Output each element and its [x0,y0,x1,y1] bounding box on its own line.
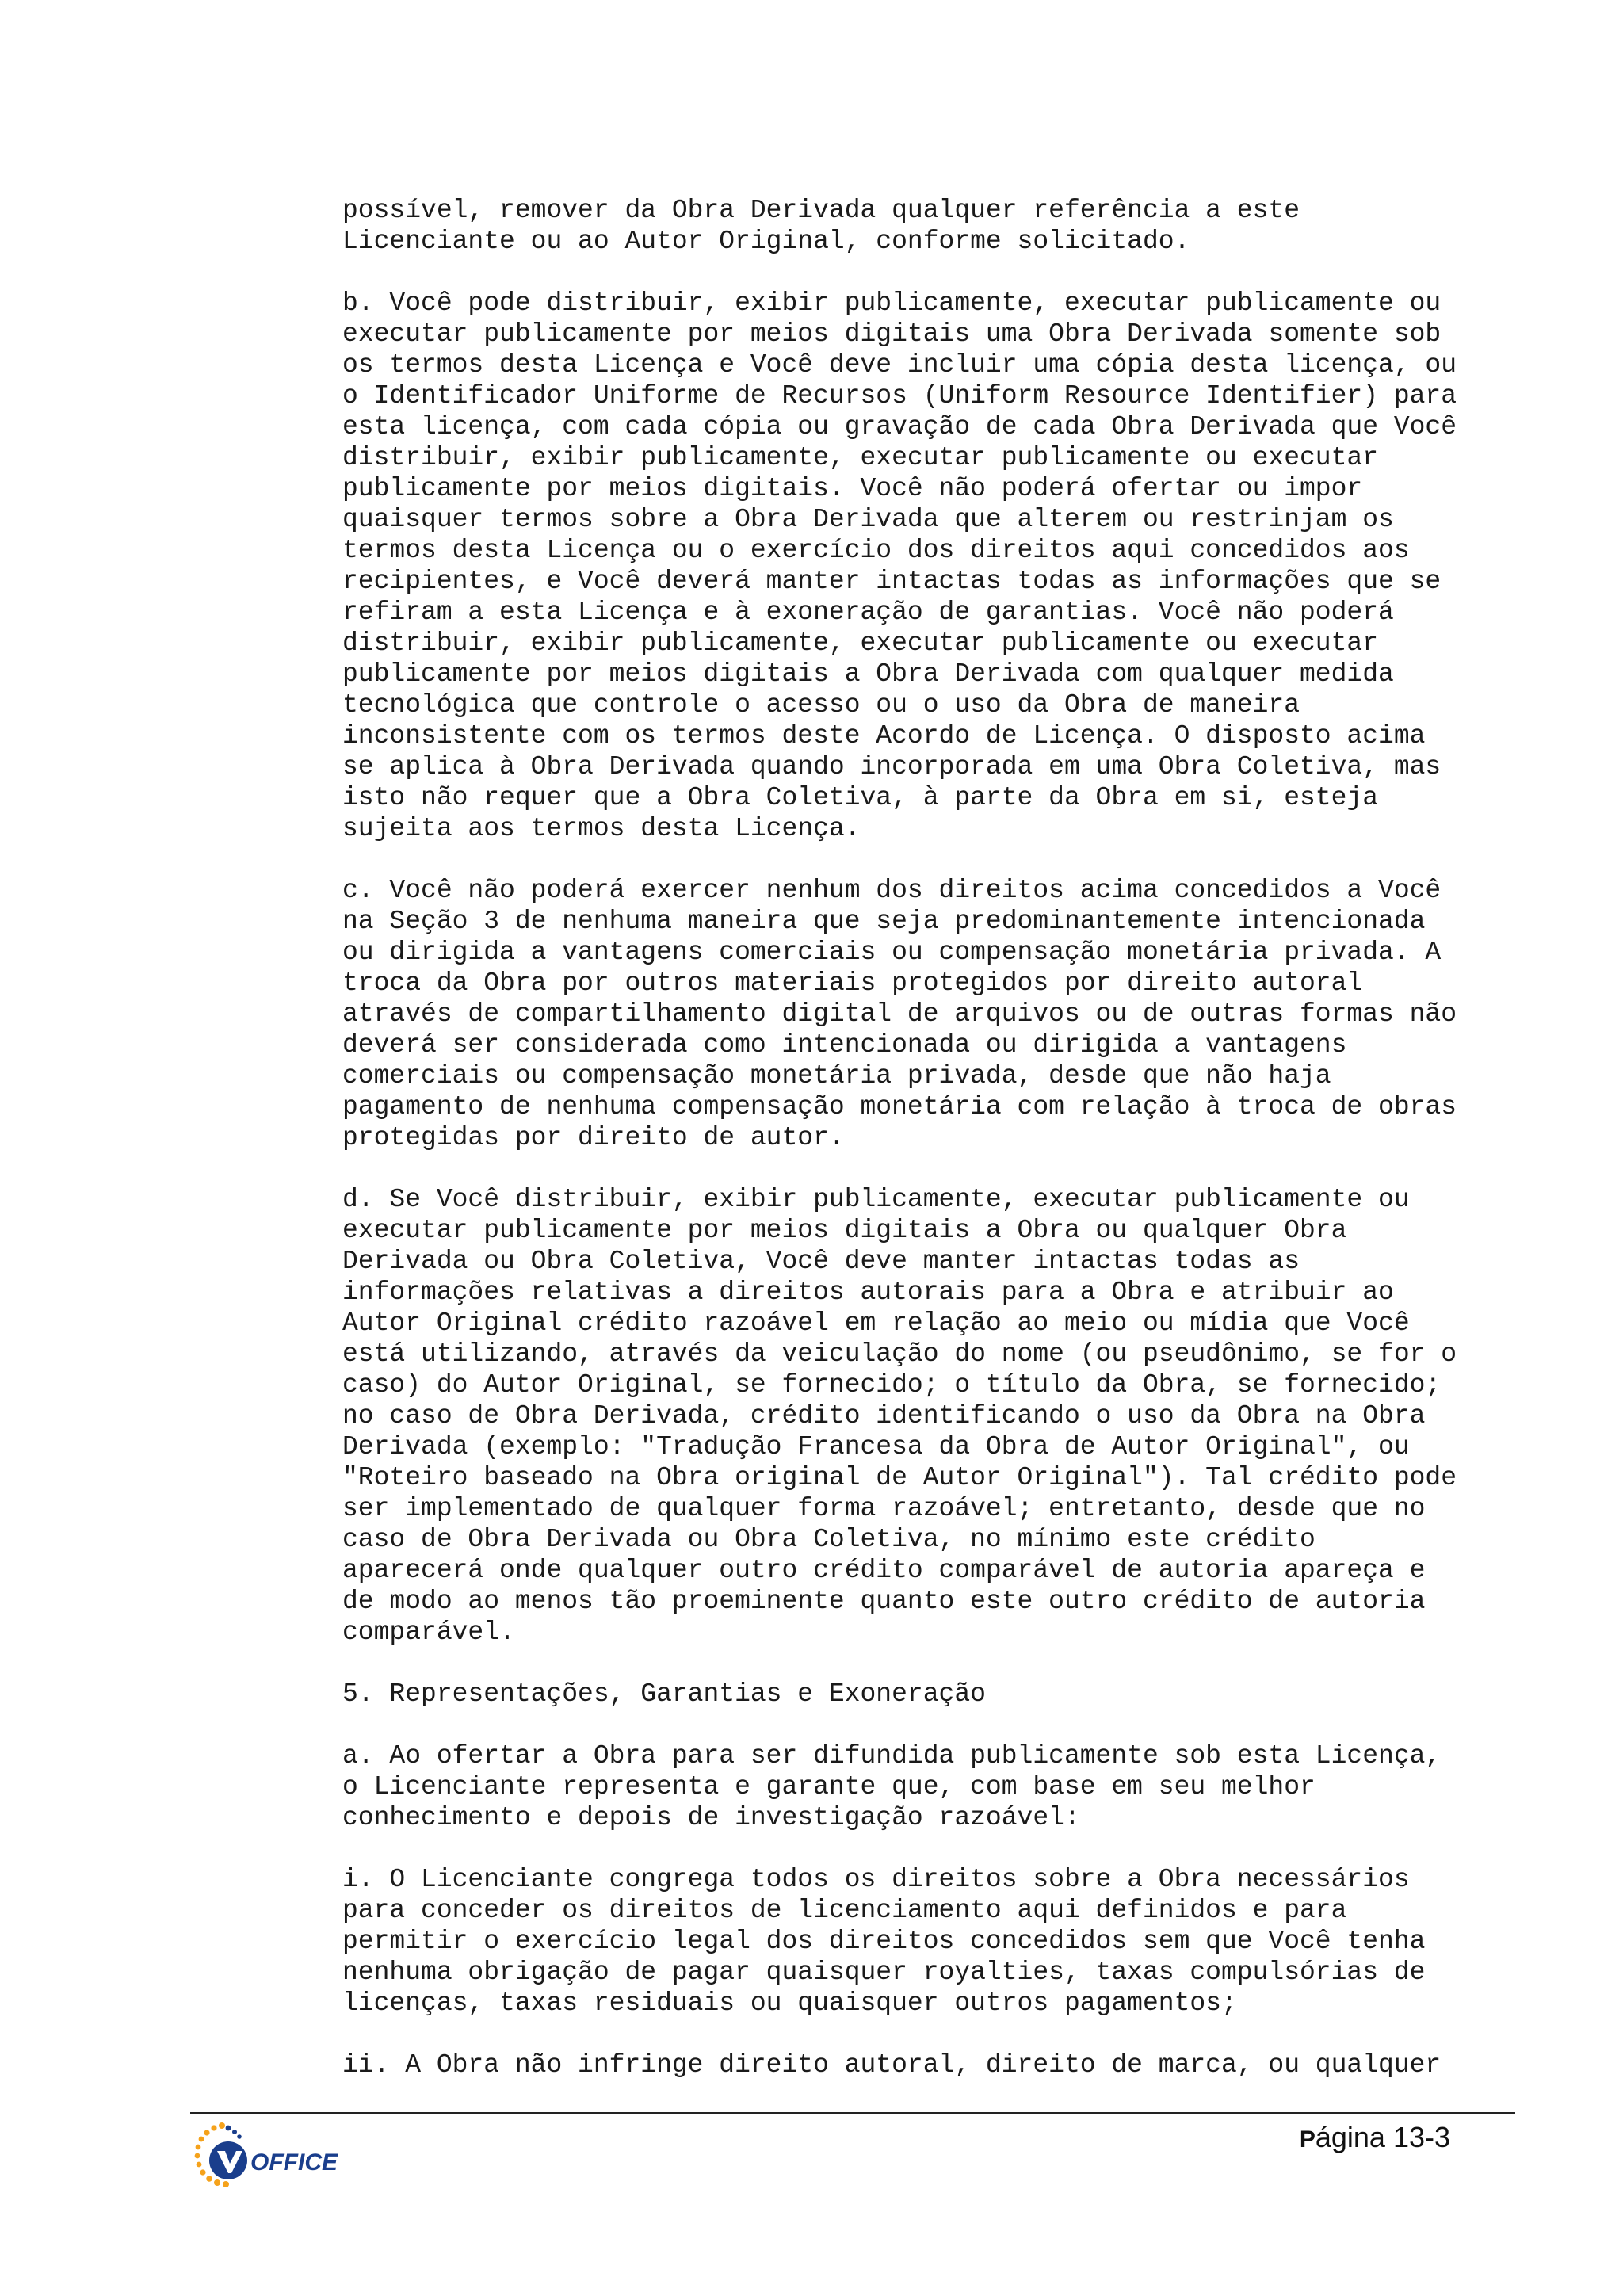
paragraph: i. O Licenciante congrega todos os direitos sobre a Obra necessários para conceder os direitos de licenciamento aqui definidos e para permitir o exercício legal dos direitos concedidos sem que Você tenha nenhuma obrigação de pagar quaisquer royalties, taxas compulsórias de licenças, taxas residuais ou quaisquer outros pagamentos; [342,1865,1426,2018]
paragraph: b. Você pode distribuir, exibir publicamente, executar publicamente ou executar publicamente por meios digitais uma Obra Derivada somente sob os termos desta Licença e Você deve incluir uma cópia desta licença, ou o Identificador Uniforme de Recursos (Uniform Resource Identifier) para esta licença, com cada cópia ou gravação de cada Obra Derivada que Você distribuir, exibir publicamente, executar publicamente ou executar publicamente por meios digitais. Você não poderá ofertar ou impor quaisquer termos sobre a Obra Derivada que alterem ou restrinjam os termos desta Licença ou o exercício dos direitos aqui concedidos aos recipientes, e Você deverá manter intactas todas as informações que se refiram a esta Licença e à exoneração de garantias. Você não poderá distribuir, exibir publicamente, executar publicamente ou executar publicamente por meios digitais a Obra Derivada com qualquer medida tecnológica que controle o acesso ou o uso da Obra de maneira inconsistente com os termos deste Acordo de Licença. O disposto acima se aplica à Obra Derivada quando incorporada em uma Obra Coletiva, mas isto não requer que a Obra Coletiva, à parte da Obra em si, esteja sujeita aos termos desta Licença. [342,288,1457,843]
logo-v-icon [209,2141,247,2179]
paragraph: possível, remover da Obra Derivada qualquer referência a este Licenciante ou ao Autor Original, conforme solicitado. [342,196,1300,256]
paragraph: a. Ao ofertar a Obra para ser difundida publicamente sob esta Licença, o Licenciante representa e garante que, com base em seu melhor conhecimento e depois de investigação razoável: [342,1741,1442,1832]
paragraph: c. Você não poderá exercer nenhum dos direitos acima concedidos a Você na Seção 3 de nenhuma maneira que seja predominantemente intencionada ou dirigida a vantagens comerciais ou compensação monetária privada. A troca da Obra por outros materiais protegidos por direito autoral através de compartilhamento digital de arquivos ou de outras formas não deverá ser considerada como intencionada ou dirigida a vantagens comerciais ou compensação monetária privada, desde que não haja pagamento de nenhuma compensação monetária com relação à troca de obras protegidas por direito de autor. [342,876,1457,1152]
page-number [1300,2121,1450,2154]
section-heading: 5. Representações, Garantias e Exoneração [342,1679,986,1709]
office-logo [193,2121,360,2192]
document-body [342,195,1531,2111]
footer-divider [190,2112,1515,2114]
page-number-prefix: P [1299,2126,1316,2153]
logo-text: OFFICE [250,2149,338,2176]
paragraph: d. Se Você distribuir, exibir publicamente, executar publicamente ou executar publicamente por meios digitais a Obra ou qualquer Obra Derivada ou Obra Coletiva, Você deve manter intactas todas as informações relativas a direitos autorais para a Obra e atribuir ao Autor Original crédito razoável em relação ao meio ou mídia que Você está utilizando, através da veiculação do nome (ou pseudônimo, se for o caso) do Autor Original, se fornecido; o título da Obra, se fornecido; no caso de Obra Derivada, crédito identificando o uso da Obra na Obra Derivada (exemplo: "Tradução Francesa da Obra de Autor Original", ou "Roteiro baseado na Obra original de Autor Original"). Tal crédito pode ser implementado de qualquer forma razoável; entretanto, desde que no caso de Obra Derivada ou Obra Coletiva, no mínimo este crédito aparecerá onde qualquer outro crédito comparável de autoria apareça e de modo ao menos tão proeminente quanto este outro crédito de autoria comparável. [342,1185,1457,1647]
page-number-label: ágina 13-3 [1315,2121,1450,2153]
paragraph: ii. A Obra não infringe direito autoral, direito de marca, ou qualquer [342,2050,1442,2080]
